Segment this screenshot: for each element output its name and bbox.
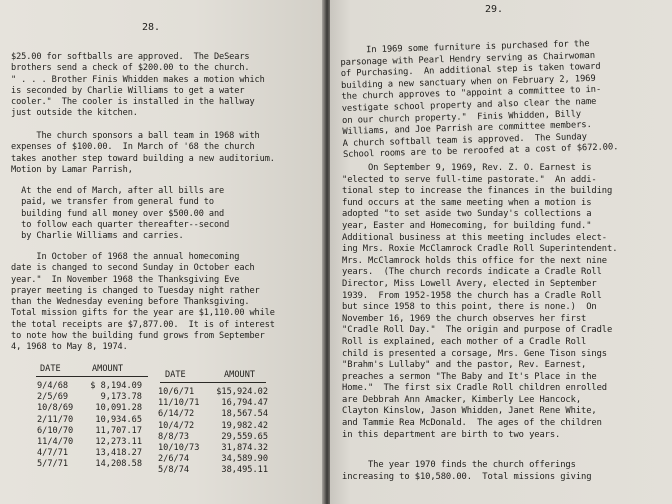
table-cell-date: 9/4/68 bbox=[37, 381, 69, 391]
table-cell-amount: 16,794.47 bbox=[221, 398, 268, 409]
table-cell-amount: 12,273.11 bbox=[95, 437, 142, 447]
table-cell-amount: 19,982.42 bbox=[221, 420, 268, 431]
table-cell-date: 2/6/74 bbox=[158, 454, 190, 465]
table-cell-amount: 13,418.27 bbox=[95, 448, 142, 459]
table-cell-date: 8/8/73 bbox=[158, 431, 190, 442]
table-cell-date: 10/8/69 bbox=[37, 403, 74, 414]
table-cell-date: 4/7/71 bbox=[37, 448, 69, 459]
table-header: AMOUNT bbox=[92, 364, 124, 374]
table-cell-date: 11/4/70 bbox=[37, 437, 74, 447]
paragraph: On September 9, 1969, Rev. Z. O. Earnest is "elected to serve full-time pastorate." An addi- tional step to increase the finances in the building fund occurs at the same meeting when a motion is adopted "to set aside two Sunday's collections a year, Easter and Homecoming, for building fund." Additional business at this meeting includes elect- ing Mrs. Roxie McClamrock Cradle Roll Superintendent. Mrs. McClamrock holds this office for the next nine years. (The church records indicate a Cradle Roll Director, Miss Lowell Avery, elected in September 1939. From 1952-1958 the church has a Cradle Roll but since 1958 to this point, there is none.) On November 16, 1969 the church observes her first "Cradle Roll Day." The origin and purpose of Cradle Roll is explained, each mother of a Cradle Roll child is presented a corsage, Mrs. Gene Tison sings "Brahm's Lullaby" and the pastor, Rev. Earnest, preaches a sermon "The Baby and It's Place in the Home." The first six Cradle Roll children enrolled are Debbrah Ann Amacker, Kimberly Lee Hancock, Clayton Kinslow, Jason Whidden, Janet Rene White, and Tammie Rea McDonald. The ages of the children in this department are birth to two years. bbox=[342, 163, 618, 440]
table-cell-date: 11/10/71 bbox=[158, 398, 200, 409]
table-cell-date: 10/6/71 bbox=[158, 387, 195, 397]
left-page bbox=[0, 0, 323, 504]
table-header: DATE bbox=[165, 370, 186, 380]
table-cell-date: 2/5/69 bbox=[37, 392, 69, 403]
table-cell-amount: 11,707.17 bbox=[95, 425, 142, 436]
table-cell-amount: 31,874.32 bbox=[221, 443, 268, 453]
paragraph: In 1969 some furniture is purchased for the parsonage with Pearl Hendry serving as Chairwoman of Purchasing. An additional step is taken toward building a new sanctuary when on February 2, 1969 the church approves to "appoint a committee to in- vestigate school property and also clear the name on our church property." Finis Whidden, Billy Williams, and Joe Parrish are committee members. A church softball team is approved. The Sunday School rooms are to be reroofed at a cost of $672.00. bbox=[340, 39, 619, 161]
page-number: 29. bbox=[485, 4, 504, 15]
table-cell-amount: $15,924.02 bbox=[216, 387, 268, 397]
paragraph: In October of 1968 the annual homecoming date is changed to second Sunday in October each year." In November 1968 the Thanksgiving Eve prayer meeting is changed to Tuesday night rather than the Wednesday evening before Thanksgiving. Total mission gifts for the year are $1,110.00 while the total receipts are $7,877.00. It is of interest to note how the building fund grows from September 4, 1968 to May 8, 1974. bbox=[11, 252, 275, 353]
table-cell-amount: 34,589.90 bbox=[221, 454, 268, 465]
table-cell-date: 10/4/72 bbox=[158, 420, 195, 431]
table-rule bbox=[160, 382, 266, 383]
table-cell-date: 5/8/74 bbox=[158, 465, 190, 476]
table-cell-amount: 9,173.78 bbox=[100, 392, 142, 403]
table-cell-date: 6/10/70 bbox=[37, 425, 74, 436]
table-cell-amount: $ 8,194.09 bbox=[90, 381, 142, 391]
paragraph: $25.00 for softballs are approved. The DeSears brothers send a check of $200.00 to the church. " . . . Brother Finis Whidden makes a motion which is seconded by Charlie Williams to get a water cooler." The cooler is installed in the hallway just outside the kitchen. bbox=[11, 52, 265, 119]
table-cell-amount: 10,934.65 bbox=[95, 414, 142, 425]
table-header: DATE bbox=[40, 364, 61, 374]
table-cell-date: 6/14/72 bbox=[158, 409, 195, 420]
table-rule bbox=[36, 376, 148, 377]
table-cell-date: 10/10/73 bbox=[158, 443, 200, 453]
paragraph: The year 1970 finds the church offerings increasing to $10,580.00. Total missions giving bbox=[342, 460, 592, 482]
table-cell-amount: 14,208.58 bbox=[95, 459, 142, 470]
paragraph: The church sponsors a ball team in 1968 with expenses of $100.00. In March of '68 the church takes another step toward building a new auditorium. Motion by Lamar Parrish, bbox=[11, 131, 275, 175]
right-page bbox=[330, 0, 672, 504]
quoted-motion: At the end of March, after all bills are paid, we transfer from general fund to building fund all money over $500.00 and to follow each quarter thereafter--second by Charlie Williams and carries. bbox=[21, 186, 230, 242]
table-cell-date: 5/7/71 bbox=[37, 459, 69, 470]
table-header: AMOUNT bbox=[224, 370, 256, 380]
page-number: 28. bbox=[142, 22, 161, 33]
table-cell-amount: 18,567.54 bbox=[221, 409, 268, 420]
table-cell-date: 2/11/70 bbox=[37, 414, 74, 425]
table-cell-amount: 10,091.28 bbox=[95, 403, 142, 414]
table-cell-amount: 38,495.11 bbox=[221, 465, 268, 476]
table-cell-amount: 29,559.65 bbox=[221, 431, 268, 442]
